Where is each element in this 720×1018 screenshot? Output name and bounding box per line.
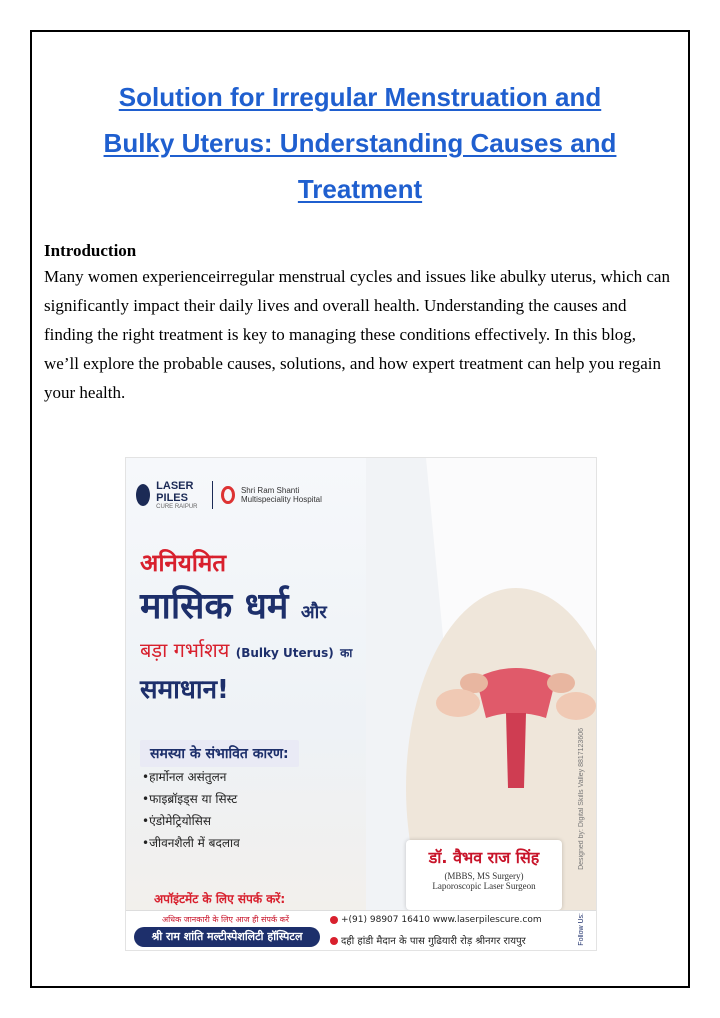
footer-address-text: दही हांडी मैदान के पास गुढियारी रोड़ श्रीनगर रायपुर [341, 936, 526, 947]
follow-us-label: Follow Us: [578, 913, 585, 946]
causes-list [142, 768, 240, 856]
poster-heading-line-3 [140, 636, 352, 663]
footer-phone-web [330, 915, 542, 925]
heading-line-2-main: मासिक धर्म [140, 586, 289, 627]
cause-item: • जीवनशैली में बदलाव [142, 834, 240, 856]
poster-image [125, 457, 597, 951]
logo-laser-sub: CURE RAIPUR [156, 504, 198, 510]
causes-title: समस्या के संभावित कारण: [140, 740, 299, 767]
title-line-3: Treatment [297, 174, 423, 204]
poster-logos [136, 472, 332, 518]
heading-line-2-suffix: और [300, 602, 327, 623]
heading-line-3-english: (Bulky Uterus) [235, 646, 334, 660]
page-frame [30, 30, 690, 988]
laser-piles-logo-icon [136, 484, 150, 506]
page-title [32, 74, 688, 212]
phone-icon [330, 916, 338, 924]
footer-contact-note: अधिक जानकारी के लिए आज ही संपर्क करें [162, 915, 290, 924]
poster-heading-line-2 [140, 580, 327, 629]
logo-divider [212, 481, 213, 509]
cause-item: • एंडोमेट्रियोसिस [142, 812, 240, 834]
doctor-name: डॉ. वैभव राज सिंह [428, 848, 540, 867]
poster-heading-line-1: अनियमित [140, 549, 227, 577]
hospital-logo-text: Shri Ram Shanti Multispeciality Hospital [240, 486, 322, 504]
title-line-2: Bulky Uterus: Understanding Causes and [103, 128, 617, 158]
intro-paragraph: Many women experienceirregular menstrual cycles and issues like abulky uterus, which can significantly impact their daily lives and overall health. Understanding the causes and finding the right treatment is key to managing these conditions effectively. In this blog, we’ll explore the probable causes, solutions, and how expert treatment can help you regain your health. [44, 267, 670, 402]
poster-footer [126, 910, 596, 951]
cause-item: • फाइब्रॉइड्स या सिस्ट [142, 790, 240, 812]
doctor-role: Laporoscopic Laser Surgeon [432, 881, 536, 891]
title-line-1: Solution for Irregular Menstruation and [118, 82, 602, 112]
designed-by-credit: Designed by: Digital Skills Valley 8817123606 [578, 728, 585, 870]
appointment-label: अपॉइंटमेंट के लिए संपर्क करें: [154, 892, 286, 906]
footer-hospital-name: श्री राम शांति मल्टीस्पेशलिटी हॉस्पिटल [134, 927, 320, 947]
doctor-degree: (MBBS, MS Surgery) [444, 871, 524, 881]
heading-line-3-suffix: का [340, 646, 353, 660]
location-icon [330, 937, 338, 945]
hospital-logo-icon [221, 486, 235, 504]
heading-line-3-main: बड़ा गर्भाशय [140, 638, 230, 662]
laser-piles-logo-text [156, 480, 202, 510]
logo-laser-label: LASER PILES [156, 480, 194, 504]
footer-address [330, 933, 526, 947]
cause-item: • हार्मोनल असंतुलन [142, 768, 240, 790]
footer-phone-text: +(91) 98907 16410 www.laserpilescure.com [341, 915, 542, 925]
poster-heading-line-4: समाधान! [140, 675, 229, 705]
doctor-card [406, 840, 562, 910]
intro-heading: Introduction [44, 241, 137, 260]
